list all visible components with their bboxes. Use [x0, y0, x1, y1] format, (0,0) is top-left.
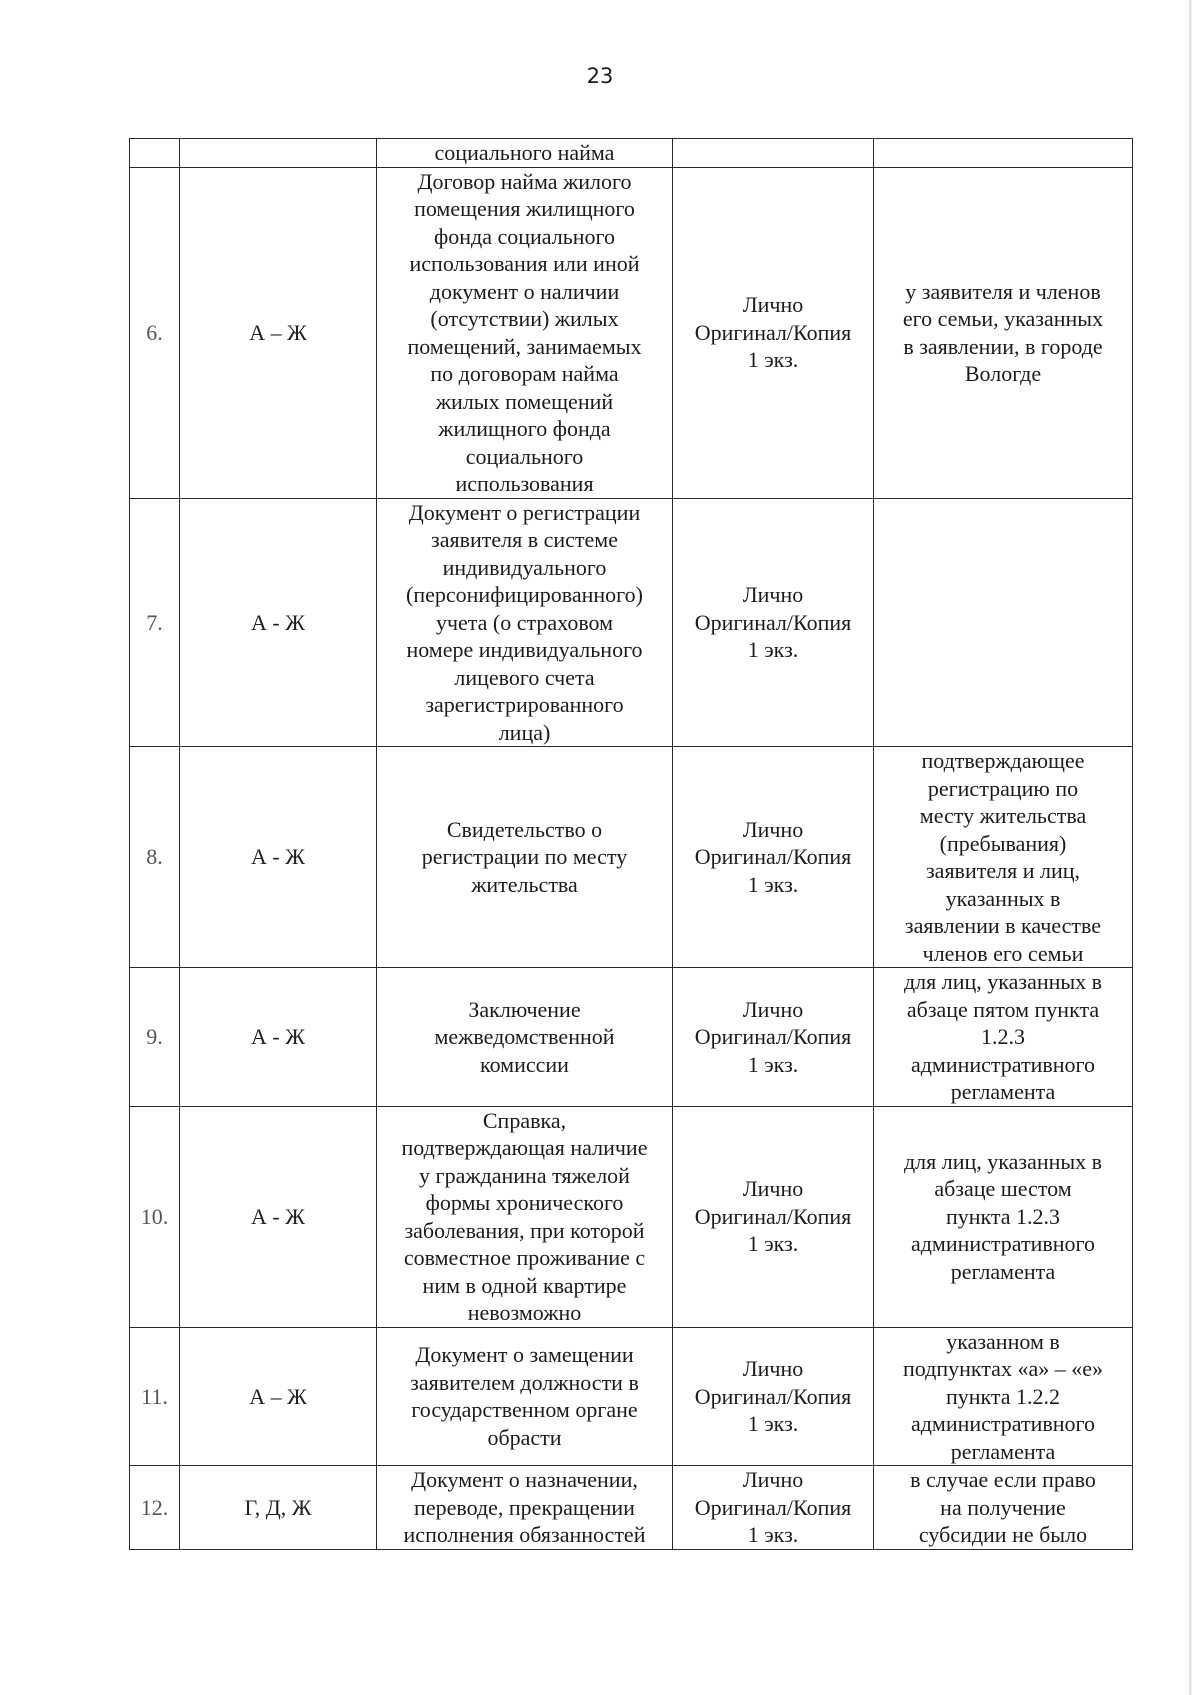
applicant-category: А – Ж [180, 1327, 377, 1466]
document-name-line: межведомственной [434, 1024, 615, 1049]
submission-form-line: Лично [742, 292, 804, 318]
document-name-line: обрасти [487, 1424, 562, 1450]
document-note-line: подпунктах «а» – «е» [903, 1356, 1103, 1381]
document-name-line: жилищного фонда [438, 416, 611, 441]
document-name-line: (персонифицированного) [406, 582, 643, 607]
submission-form-line: 1 экз. [747, 1522, 799, 1547]
document-name-line: исполнения обязанностей [403, 1522, 646, 1547]
document-note [874, 747, 1133, 968]
row-number: 11. [130, 1327, 180, 1466]
document-name-line: невозможно [467, 1300, 582, 1325]
submission-form-line: 1 экз. [747, 1051, 799, 1077]
document-name-line: использования или иной [409, 251, 640, 276]
submission-form-line: Лично [742, 816, 804, 842]
document-name-line: совместное проживание с [403, 1245, 646, 1270]
documents-table [129, 138, 1133, 1550]
document-note-line: пункта 1.2.2 [945, 1383, 1061, 1409]
document-note-line: Вологде [964, 361, 1042, 386]
submission-form-line: Оригинал/Копия [694, 609, 852, 635]
submission-form [673, 747, 874, 968]
submission-form-line: Оригинал/Копия [694, 1203, 852, 1229]
document-note-line: заявителя и лиц, [925, 858, 1080, 883]
row-number: 7. [130, 498, 180, 747]
document-name-line: номере индивидуального [406, 637, 643, 662]
submission-form-line: 1 экз. [747, 347, 799, 373]
table-row [130, 167, 1133, 498]
row-number: 9. [130, 968, 180, 1107]
table-row [130, 968, 1133, 1107]
document-name-line: Документ о замещении [415, 1342, 634, 1368]
submission-form [673, 1327, 874, 1466]
table-row [130, 139, 1133, 168]
document-name-line: Документ о регистрации [408, 499, 641, 525]
submission-form-line: 1 экз. [747, 1231, 799, 1257]
submission-form [673, 498, 874, 747]
document-name-line: лица) [498, 719, 551, 745]
row-number [130, 139, 180, 168]
document-note [874, 498, 1133, 747]
document-note-line: регламента [950, 1438, 1056, 1464]
document-name-line: формы хронического [425, 1190, 624, 1215]
document-note-line: у заявителя и членов [905, 278, 1101, 304]
applicant-category: Г, Д, Ж [180, 1466, 377, 1550]
document-note-line: для лиц, указанных в [903, 969, 1103, 994]
document-name-line: Свидетельство о [446, 816, 603, 842]
document-name [377, 498, 673, 747]
submission-form [673, 1466, 874, 1550]
document-name-line: по договорам найма [430, 361, 619, 386]
scan-edge-shadow [1189, 0, 1192, 1695]
document-name-line: помещения жилищного [414, 196, 635, 221]
document-note-line: административного [910, 1051, 1096, 1077]
document-name-line: жилых помещений [435, 388, 614, 414]
document-note-line: субсидии не было [918, 1522, 1088, 1547]
document-note [874, 1327, 1133, 1466]
row-number: 12. [130, 1466, 180, 1550]
document-name-line: Документ о назначении, [411, 1467, 638, 1492]
document-note [874, 139, 1133, 168]
submission-form [673, 968, 874, 1107]
document-name-line: жительства [471, 871, 578, 897]
document-name-line: заболевания, при которой [404, 1217, 645, 1243]
document-note-line: заявлении в качестве [904, 913, 1102, 938]
document-note [874, 167, 1133, 498]
document-note-line: 1.2.3 [981, 1024, 1025, 1049]
document-name [377, 1327, 673, 1466]
table-row [130, 1106, 1133, 1327]
document-note-line: для лиц, указанных в [903, 1148, 1103, 1174]
document-name-line: фонда социального [433, 223, 616, 249]
document-note-line: указанном в [946, 1328, 1060, 1354]
submission-form-line: Оригинал/Копия [694, 1383, 852, 1409]
submission-form-line: 1 экз. [747, 1411, 799, 1436]
document-name [377, 747, 673, 968]
document-note-line: (пребывания) [939, 830, 1067, 856]
applicant-category: А - Ж [180, 968, 377, 1107]
submission-form-line: Лично [742, 1356, 804, 1381]
document-note [874, 1106, 1133, 1327]
applicant-category [180, 139, 377, 168]
document-name-line: (отсутствии) жилых [430, 306, 619, 331]
document-name [377, 1466, 673, 1550]
document-note-line: подтверждающее [921, 748, 1085, 773]
table-row [130, 1466, 1133, 1550]
page-number: 23 [586, 64, 614, 88]
submission-form-line: Оригинал/Копия [694, 1494, 852, 1520]
document-name-line: социального [465, 443, 584, 469]
submission-form-line: Лично [742, 1176, 804, 1202]
document-note-line: членов его семьи [922, 940, 1084, 966]
document-note-line: в случае если право [910, 1467, 1096, 1492]
document-note-line: абзаце пятом пункта [906, 996, 1100, 1022]
submission-form-line: Лично [742, 1467, 804, 1492]
document-name [377, 968, 673, 1107]
submission-form [673, 167, 874, 498]
document-note-line: указанных в [945, 885, 1061, 911]
document-note-line: на получение [940, 1494, 1066, 1520]
document-name-line: социального найма [434, 140, 615, 165]
document-name-line: регистрации по месту [421, 844, 628, 870]
submission-form [673, 139, 874, 168]
table-row [130, 747, 1133, 968]
document-name-line: переводе, прекращении [414, 1494, 635, 1520]
document-note-line: регистрацию по [927, 775, 1079, 801]
document-name-line: заявителем должности в [410, 1369, 639, 1395]
document-name-line: использования [455, 471, 594, 496]
applicant-category: А - Ж [180, 498, 377, 747]
document-name-line: помещений, занимаемых [407, 333, 642, 359]
submission-form-line: Лично [742, 996, 804, 1022]
document-name-line: индивидуального [442, 554, 607, 580]
document-name-line: Справка, [482, 1107, 567, 1133]
document-note-line: административного [910, 1411, 1096, 1436]
document-name-line: учета (о страховом [435, 609, 614, 635]
document-note-line: месту жительства [919, 803, 1087, 828]
document-name-line: Договор найма жилого [417, 168, 632, 194]
document-name-line: государственном органе [411, 1397, 638, 1423]
table-row [130, 1327, 1133, 1466]
document-note-line: в заявлении, в городе [903, 333, 1103, 359]
document-note-line: абзаце шестом [934, 1176, 1072, 1202]
document-name-line: ним в одной квартире [422, 1272, 627, 1298]
document-note-line: его семьи, указанных [902, 306, 1104, 331]
applicant-category: А – Ж [180, 167, 377, 498]
document-note [874, 1466, 1133, 1550]
submission-form [673, 1106, 874, 1327]
document-name-line: документ о наличии [429, 278, 620, 304]
submission-form-line: Лично [742, 582, 804, 607]
documents-table-body [130, 139, 1133, 1550]
document-note [874, 968, 1133, 1107]
table-row [130, 498, 1133, 747]
document-name-line: у гражданина тяжелой [419, 1162, 630, 1188]
applicant-category: А - Ж [180, 747, 377, 968]
submission-form-line: 1 экз. [747, 637, 799, 662]
document-name-line: Заключение [468, 996, 581, 1022]
document-name-line: заявителя в системе [431, 527, 618, 552]
document-note-line: административного [910, 1231, 1096, 1257]
document-note-line: пункта 1.2.3 [945, 1203, 1061, 1229]
document-name-line: лицевого счета [454, 664, 595, 690]
submission-form-line: Оригинал/Копия [694, 1024, 852, 1049]
submission-form-line: Оригинал/Копия [694, 319, 852, 345]
document-name [377, 1106, 673, 1327]
document-note-line: регламента [950, 1258, 1056, 1284]
document-name [377, 139, 673, 168]
document-name [377, 167, 673, 498]
submission-form-line: Оригинал/Копия [694, 844, 852, 870]
applicant-category: А - Ж [180, 1106, 377, 1327]
row-number: 8. [130, 747, 180, 968]
row-number: 10. [130, 1106, 180, 1327]
row-number: 6. [130, 167, 180, 498]
document-name-line: зарегистрированного [425, 692, 624, 717]
document-note-line: регламента [950, 1079, 1056, 1104]
document-name-line: подтверждающая наличие [401, 1135, 648, 1160]
document-name-line: комиссии [480, 1051, 569, 1077]
submission-form-line: 1 экз. [747, 871, 799, 897]
